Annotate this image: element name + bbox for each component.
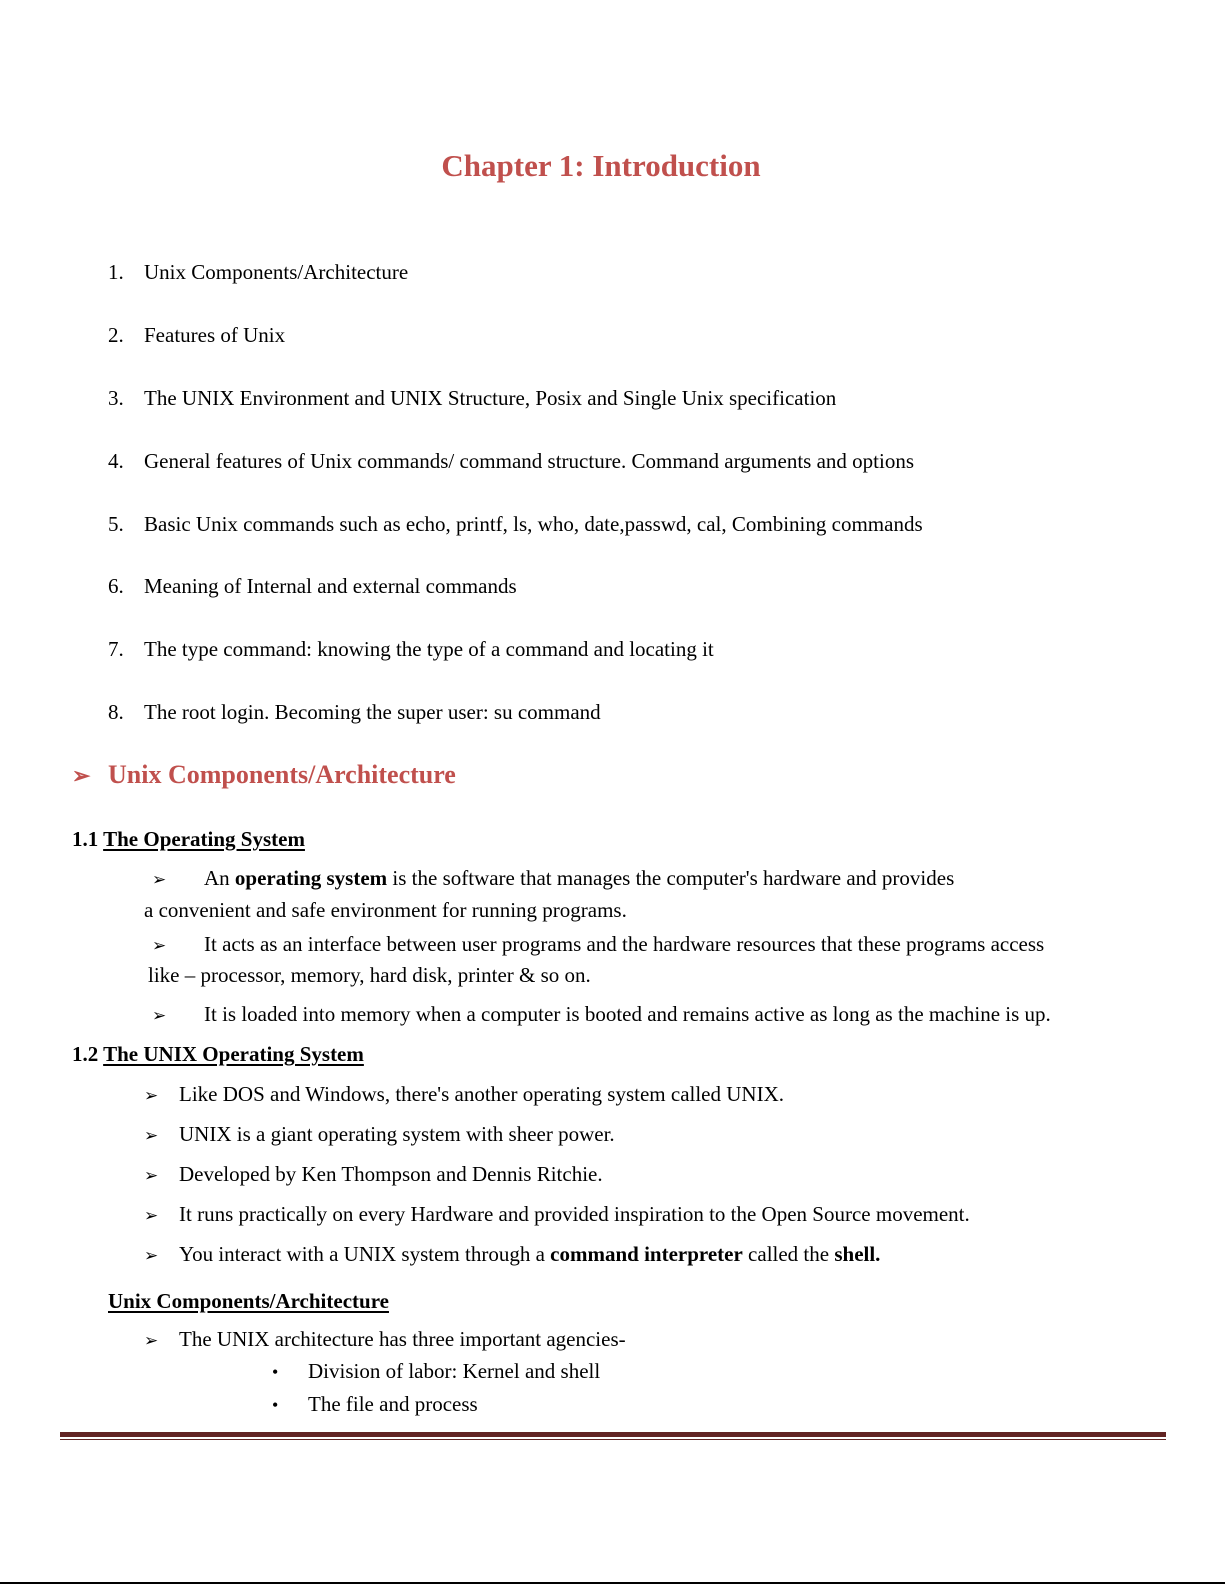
section-heading: ➢ Unix Components/Architecture [72, 760, 456, 789]
paragraph-continuation: like – processor, memory, hard disk, printer & so on. [148, 963, 591, 987]
arrow-bullet-icon: ➢ [144, 1206, 159, 1225]
list-item: ➢ UNIX is a giant operating system with sheer power. [144, 1122, 615, 1146]
toc-item: 2. Features of Unix [108, 323, 286, 347]
bullet-item: • Division of labor: Kernel and shell [272, 1359, 601, 1383]
footer-rule-thin [60, 1439, 1166, 1440]
arrow-bullet-icon: ➢ [144, 1166, 159, 1185]
toc-item: 8. The root login. Becoming the super user: su command [108, 700, 601, 724]
arrow-bullet-icon: ➢ [144, 1126, 159, 1145]
arrow-bullet-icon: ➢ [152, 870, 167, 889]
arrow-bullet-icon: ➢ [152, 1006, 167, 1025]
toc-item: 6. Meaning of Internal and external commands [108, 574, 517, 598]
list-item: ➢ It runs practically on every Hardware and provided inspiration to the Open Source movement. [144, 1202, 970, 1226]
arrow-bullet-icon: ➢ [144, 1086, 159, 1105]
architecture-heading: Unix Components/Architecture [108, 1289, 389, 1313]
bullet-dot-icon: • [272, 1395, 279, 1415]
subsection-heading-1-2: 1.2 The UNIX Operating System [72, 1042, 364, 1066]
paragraph-continuation: a convenient and safe environment for running programs. [144, 898, 627, 922]
bullet-item: • The file and process [272, 1392, 478, 1416]
list-item: ➢ The UNIX architecture has three important agencies- [144, 1327, 626, 1351]
arrow-bullet-icon: ➢ [72, 763, 91, 788]
paragraph: ➢ It acts as an interface between user programs and the hardware resources that these programs access [152, 932, 1045, 956]
page-bottom-edge [0, 1582, 1225, 1584]
chapter-title: Chapter 1: Introduction [441, 148, 761, 183]
subsection-heading-1-1: 1.1 The Operating System [72, 827, 305, 851]
list-item: ➢ Like DOS and Windows, there's another operating system called UNIX. [144, 1082, 784, 1106]
arrow-bullet-icon: ➢ [144, 1246, 159, 1265]
arrow-bullet-icon: ➢ [144, 1331, 159, 1350]
toc-item: 4. General features of Unix commands/ command structure. Command arguments and options [108, 449, 915, 473]
paragraph: ➢ An operating system is the software that manages the computer's hardware and provides [152, 866, 955, 890]
toc-item: 5. Basic Unix commands such as echo, printf, ls, who, date,passwd, cal, Combining commands [108, 512, 923, 536]
arrow-bullet-icon: ➢ [152, 936, 167, 955]
list-item: ➢ You interact with a UNIX system through a command interpreter called the shell. [144, 1242, 881, 1266]
footer-rule-thick [60, 1432, 1166, 1437]
list-item: ➢ Developed by Ken Thompson and Dennis Ritchie. [144, 1162, 603, 1186]
toc-item: 1. Unix Components/Architecture [108, 260, 409, 284]
paragraph: ➢ It is loaded into memory when a computer is booted and remains active as long as the machine is up. [152, 1002, 1051, 1026]
bullet-dot-icon: • [272, 1362, 279, 1382]
toc-item: 7. The type command: knowing the type of a command and locating it [108, 637, 714, 661]
toc-item: 3. The UNIX Environment and UNIX Structure, Posix and Single Unix specification [108, 386, 837, 410]
